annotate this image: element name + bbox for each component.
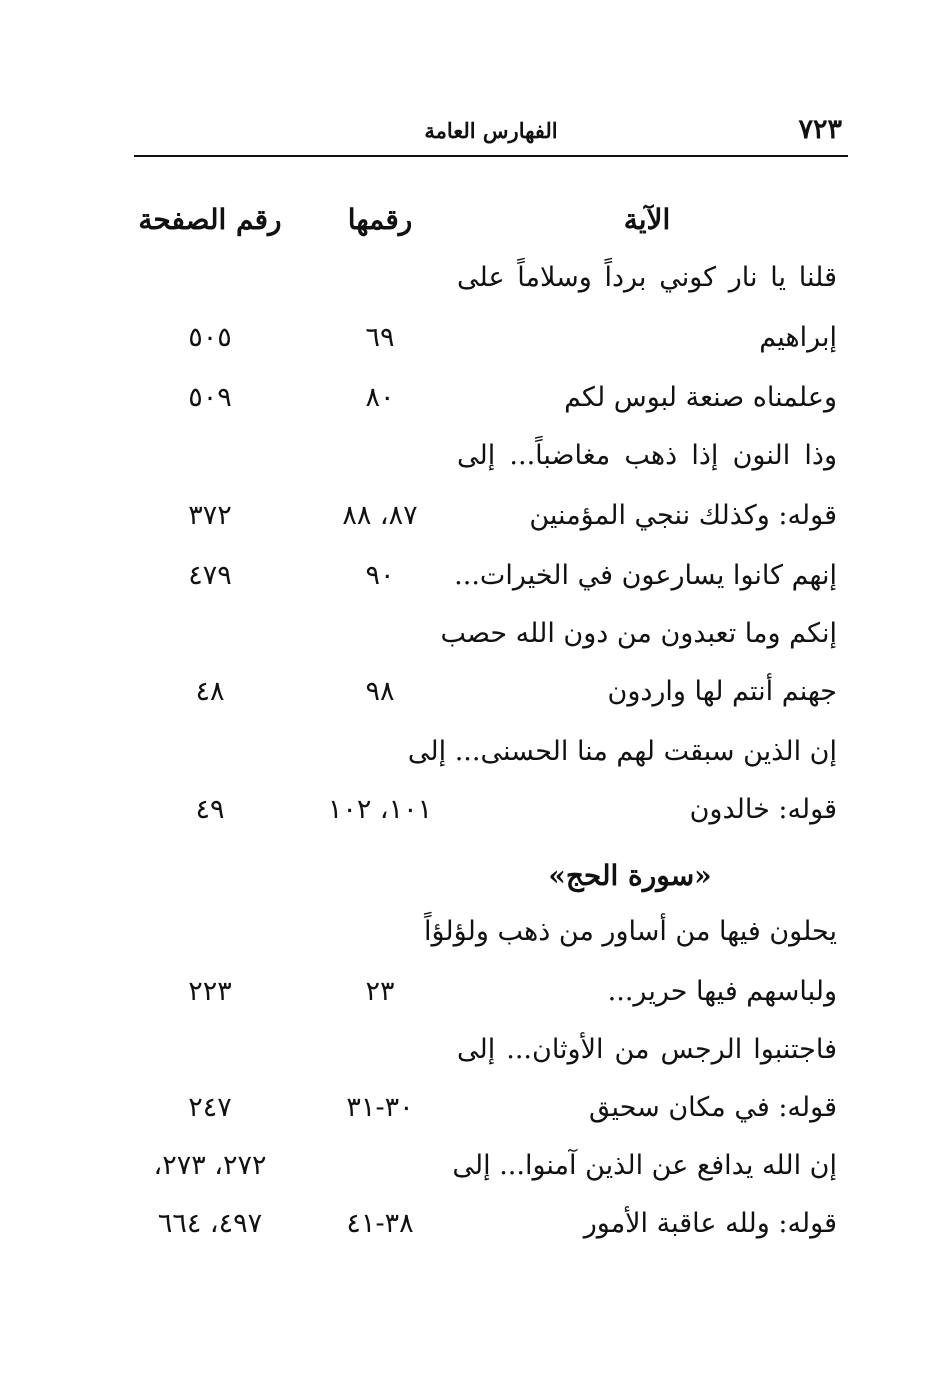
verse-number: ٢٣ bbox=[365, 976, 395, 1007]
table-row bbox=[0, 370, 932, 426]
verse-text: جهنم أنتم لها واردون bbox=[607, 676, 837, 707]
verse-number: ١٠١، ١٠٢ bbox=[327, 794, 433, 825]
page-reference: ٥٠٩ bbox=[188, 382, 232, 413]
column-heading-number: رقمها bbox=[347, 203, 413, 236]
table-row bbox=[0, 310, 932, 366]
verse-text: إبراهيم bbox=[759, 322, 837, 353]
verse-text: إن الذين سبقت لهم منا الحسنى... إلى bbox=[407, 736, 837, 767]
page-reference: ٥٠٥ bbox=[188, 322, 232, 353]
verse-text: إنكم وما تعبدون من دون الله حصب bbox=[440, 618, 837, 649]
table-row bbox=[0, 1080, 932, 1136]
page-reference: ٢٧٢، ٢٧٣، bbox=[153, 1150, 267, 1181]
table-row bbox=[0, 250, 932, 306]
verse-number bbox=[290, 904, 470, 960]
table-row bbox=[0, 428, 932, 484]
surah-heading: «سورة الحج» bbox=[548, 859, 712, 892]
verse-text: إنهم كانوا يسارعون في الخيرات... bbox=[454, 560, 837, 591]
verse-text: فاجتنبوا الرجس من الأوثان... إلى bbox=[457, 1034, 837, 1065]
verse-number bbox=[290, 724, 470, 780]
header-divider bbox=[134, 155, 848, 157]
verse-text: وعلمناه صنعة لبوس لكم bbox=[564, 382, 837, 413]
verse-number bbox=[290, 428, 470, 484]
verse-text: إن الله يدافع عن الذين آمنوا... إلى bbox=[452, 1150, 837, 1181]
table-row bbox=[0, 664, 932, 720]
page-reference: ٢٢٣ bbox=[188, 976, 232, 1007]
verse-number: ٣٠-٣١ bbox=[346, 1092, 414, 1123]
column-heading-verse: الآية bbox=[623, 203, 671, 236]
verse-number: ٣٨-٤١ bbox=[346, 1208, 414, 1239]
page-reference: ٤٧٩ bbox=[188, 560, 232, 591]
verse-text: قوله: في مكان سحيق bbox=[589, 1092, 837, 1123]
table-row bbox=[0, 1022, 932, 1078]
page-reference bbox=[110, 724, 310, 780]
verse-number: ٦٩ bbox=[365, 322, 395, 353]
table-row bbox=[0, 964, 932, 1020]
running-head bbox=[134, 108, 848, 154]
verse-number bbox=[290, 1138, 470, 1194]
verse-number bbox=[290, 250, 470, 306]
table-row bbox=[0, 488, 932, 544]
verse-number: ٩٠ bbox=[365, 560, 395, 591]
column-headings bbox=[0, 192, 932, 248]
page-reference bbox=[110, 904, 310, 960]
page-reference: ٤٩ bbox=[195, 794, 225, 825]
page-reference: ٤٨ bbox=[195, 676, 225, 707]
page-reference: ٢٤٧ bbox=[188, 1092, 232, 1123]
page-number: ٧٢٣ bbox=[798, 114, 842, 145]
verse-number bbox=[290, 1022, 470, 1078]
verse-text: قوله: خالدون bbox=[689, 794, 837, 825]
column-heading-page: رقم الصفحة bbox=[138, 203, 282, 236]
verse-text: يحلون فيها من أساور من ذهب ولؤلؤاً bbox=[423, 916, 837, 947]
verse-text: قلنا يا نار كوني برداً وسلاماً على bbox=[457, 262, 837, 293]
table-row bbox=[0, 1196, 932, 1252]
verse-text: وذا النون إذا ذهب مغاضباً... إلى bbox=[457, 440, 837, 471]
verse-text: ولباسهم فيها حرير... bbox=[607, 976, 837, 1007]
table-row bbox=[0, 606, 932, 662]
verse-text: قوله: ولله عاقبة الأمور bbox=[583, 1208, 837, 1239]
table-row bbox=[0, 782, 932, 838]
running-title: الفهارس العامة bbox=[424, 118, 558, 143]
verse-number: ٨٧، ٨٨ bbox=[342, 500, 418, 531]
verse-number bbox=[290, 606, 470, 662]
page-reference bbox=[110, 428, 310, 484]
page-reference: ٣٧٢ bbox=[188, 500, 232, 531]
table-row bbox=[0, 548, 932, 604]
page-reference: ٤٩٧، ٦٦٤ bbox=[157, 1208, 263, 1239]
page-reference bbox=[110, 250, 310, 306]
verse-text: قوله: وكذلك ننجي المؤمنين bbox=[529, 500, 837, 531]
page-reference bbox=[110, 1022, 310, 1078]
verse-number: ٨٠ bbox=[365, 382, 395, 413]
table-row bbox=[0, 1138, 932, 1194]
verse-number: ٩٨ bbox=[365, 676, 395, 707]
table-row bbox=[0, 724, 932, 780]
table-row bbox=[0, 904, 932, 960]
page-reference bbox=[110, 606, 310, 662]
